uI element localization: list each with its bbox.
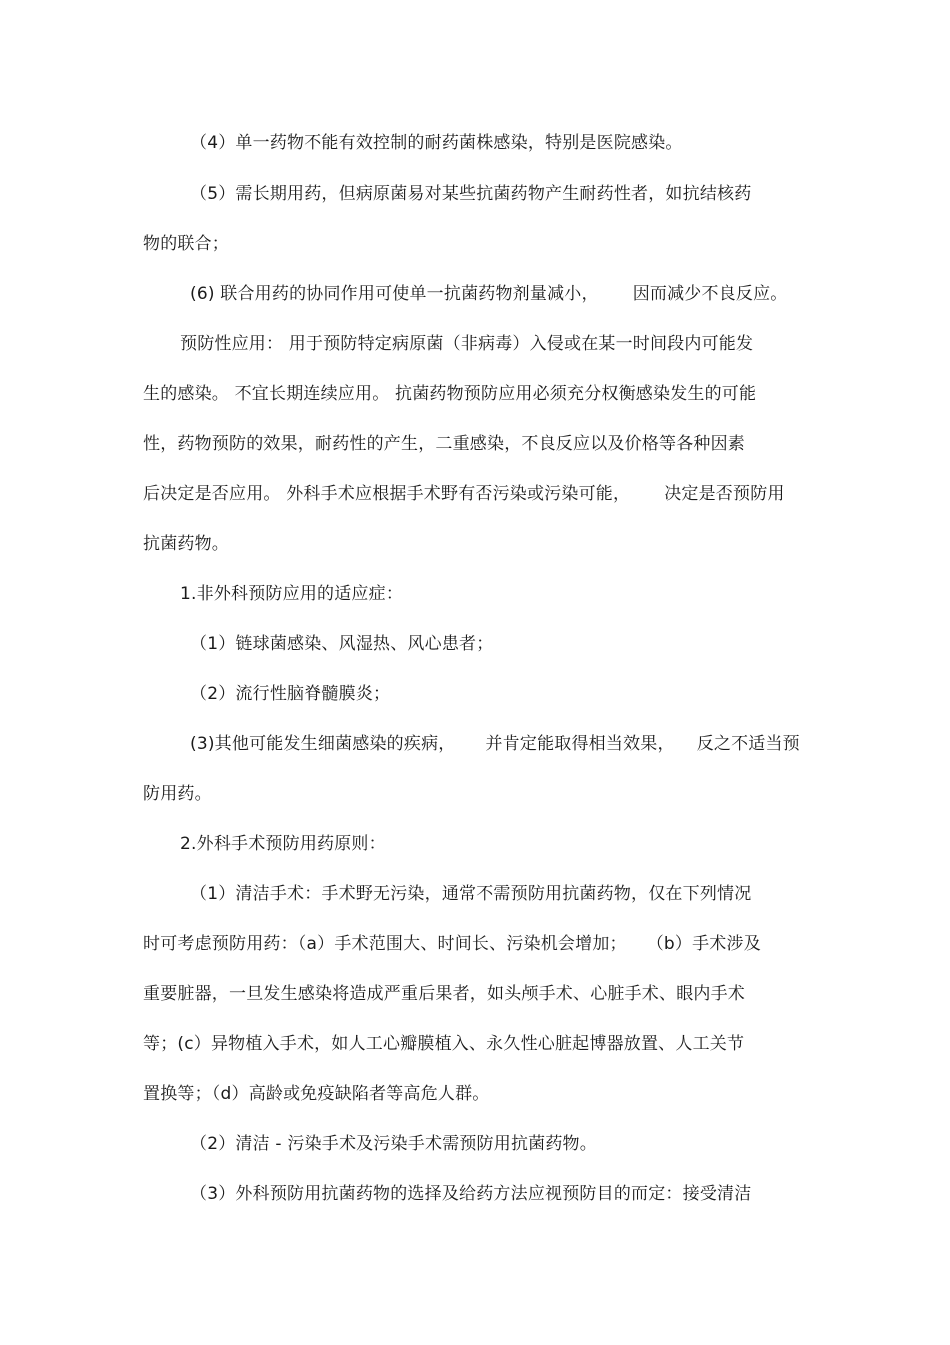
text-run: 性，药物预防的效果，耐药性的产生，二重感染，不良反应以及价格等各种因素 [143, 434, 745, 454]
text-run: 抗菌药物。 [143, 534, 229, 554]
text-run: 决定是否预防用 [664, 484, 785, 504]
text-run: 物的联合； [143, 234, 229, 254]
text-run: （5）需长期用药，但病原菌易对某些抗菌药物产生耐药性者，如抗结核药 [190, 184, 752, 204]
paragraph-line [190, 1183, 751, 1205]
paragraph-line [190, 1133, 597, 1155]
text-run: (3)其他可能发生细菌感染的疾病， [190, 734, 456, 754]
text-run: （4）单一药物不能有效控制的耐药菌株感染，特别是医院感染。 [190, 133, 683, 153]
section-heading [180, 583, 403, 605]
text-run: 防用药。 [143, 784, 212, 804]
paragraph-line [143, 933, 761, 955]
paragraph-line [190, 132, 683, 154]
text-run: 置换等；（d）高龄或免疫缺陷者等高危人群。 [143, 1084, 490, 1104]
text-run: 反之不适当预 [696, 734, 800, 754]
text-run: 并肯定能取得相当效果， [485, 734, 675, 754]
paragraph-line [143, 483, 785, 505]
paragraph-line [143, 1033, 744, 1055]
paragraph-line [190, 733, 800, 755]
paragraph-line [190, 883, 751, 905]
text-run: 生的感染。 不宜长期连续应用。 抗菌药物预防应用必须充分权衡感染发生的可能 [143, 384, 757, 404]
text-run: 预防性应用： 用于预防特定病原菌（非病毒）入侵或在某一时间段内可能发 [180, 334, 754, 354]
paragraph-line [143, 983, 745, 1005]
paragraph-line [190, 683, 390, 705]
text-run: 1.非外科预防应用的适应症： [180, 584, 404, 604]
text-run: （1）链球菌感染、风湿热、风心患者； [190, 634, 494, 654]
text-run: 2.外科手术预防用药原则： [180, 834, 386, 854]
text-run: 后决定是否应用。 外科手术应根据手术野有否污染或污染可能， [143, 484, 631, 504]
text-run: 重要脏器，一旦发生感染将造成严重后果者，如头颅手术、心脏手术、眼内手术 [143, 984, 745, 1004]
text-run: 时可考虑预防用药：（a）手术范围大、时间长、污染机会增加； [143, 934, 627, 954]
paragraph-line [143, 533, 229, 555]
text-run: （b）手术涉及 [646, 934, 761, 954]
text-run: （2）流行性脑脊髓膜炎； [190, 684, 391, 704]
text-run: (6) 联合用药的协同作用可使单一抗菌药物剂量减小， [190, 284, 599, 304]
text-run: 因而减少不良反应。 [632, 284, 788, 304]
text-run: （2）清洁 - 污染手术及污染手术需预防用抗菌药物。 [190, 1134, 597, 1154]
paragraph-line [143, 783, 212, 805]
text-run: （3）外科预防用抗菌药物的选择及给药方法应视预防目的而定：接受清洁 [190, 1184, 752, 1204]
paragraph-line [190, 633, 493, 655]
paragraph-line [143, 433, 745, 455]
text-run: （1）清洁手术：手术野无污染，通常不需预防用抗菌药物，仅在下列情况 [190, 884, 752, 904]
paragraph-line [143, 383, 756, 405]
paragraph-line [190, 283, 788, 305]
paragraph-line [143, 233, 229, 255]
paragraph-line [180, 333, 753, 355]
text-run: 等；(c）异物植入手术，如人工心瓣膜植入、永久性心脏起博器放置、人工关节 [143, 1034, 745, 1054]
section-heading [180, 833, 386, 855]
paragraph-line [190, 183, 751, 205]
paragraph-line [143, 1083, 490, 1105]
